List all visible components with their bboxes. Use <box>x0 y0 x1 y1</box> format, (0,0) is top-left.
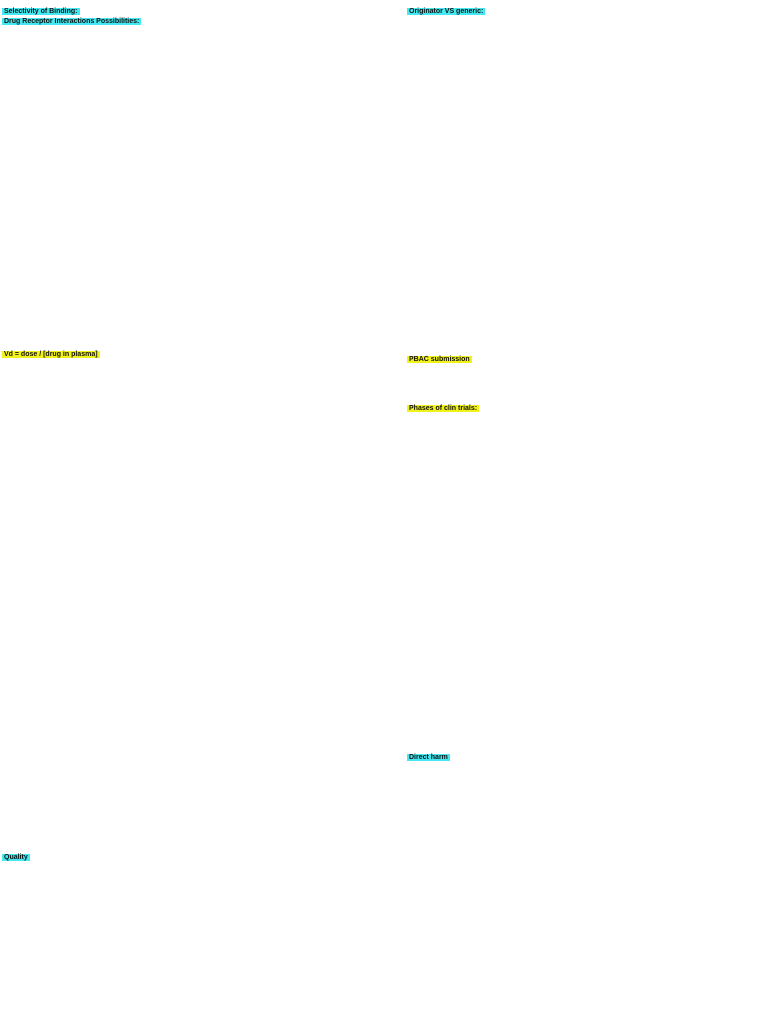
originator-heading: Originator VS generic: <box>409 8 484 15</box>
pbac-submission-heading: PBAC submission <box>409 356 470 363</box>
band <box>0 0 401 15</box>
band <box>0 343 401 356</box>
band <box>405 8 768 348</box>
vd-formula: Vd = dose / [drug in plasma] <box>4 351 98 358</box>
right-column <box>405 0 768 1024</box>
band <box>0 18 401 343</box>
band <box>0 356 401 846</box>
phases-heading: Phases of clin trials: <box>409 405 478 412</box>
band <box>405 0 768 15</box>
band <box>405 397 768 412</box>
direct-harm-heading: Direct harm <box>409 754 448 761</box>
band <box>405 746 768 761</box>
band <box>0 10 401 25</box>
band <box>0 846 401 860</box>
band <box>405 357 768 397</box>
selectivity-heading: Selectivity of Binding: <box>4 8 78 15</box>
drug-receptor-heading: Drug Receptor Interactions Possibilities: <box>4 18 140 25</box>
band <box>405 406 768 746</box>
band <box>405 348 768 363</box>
quality-label: Quality <box>4 854 28 861</box>
